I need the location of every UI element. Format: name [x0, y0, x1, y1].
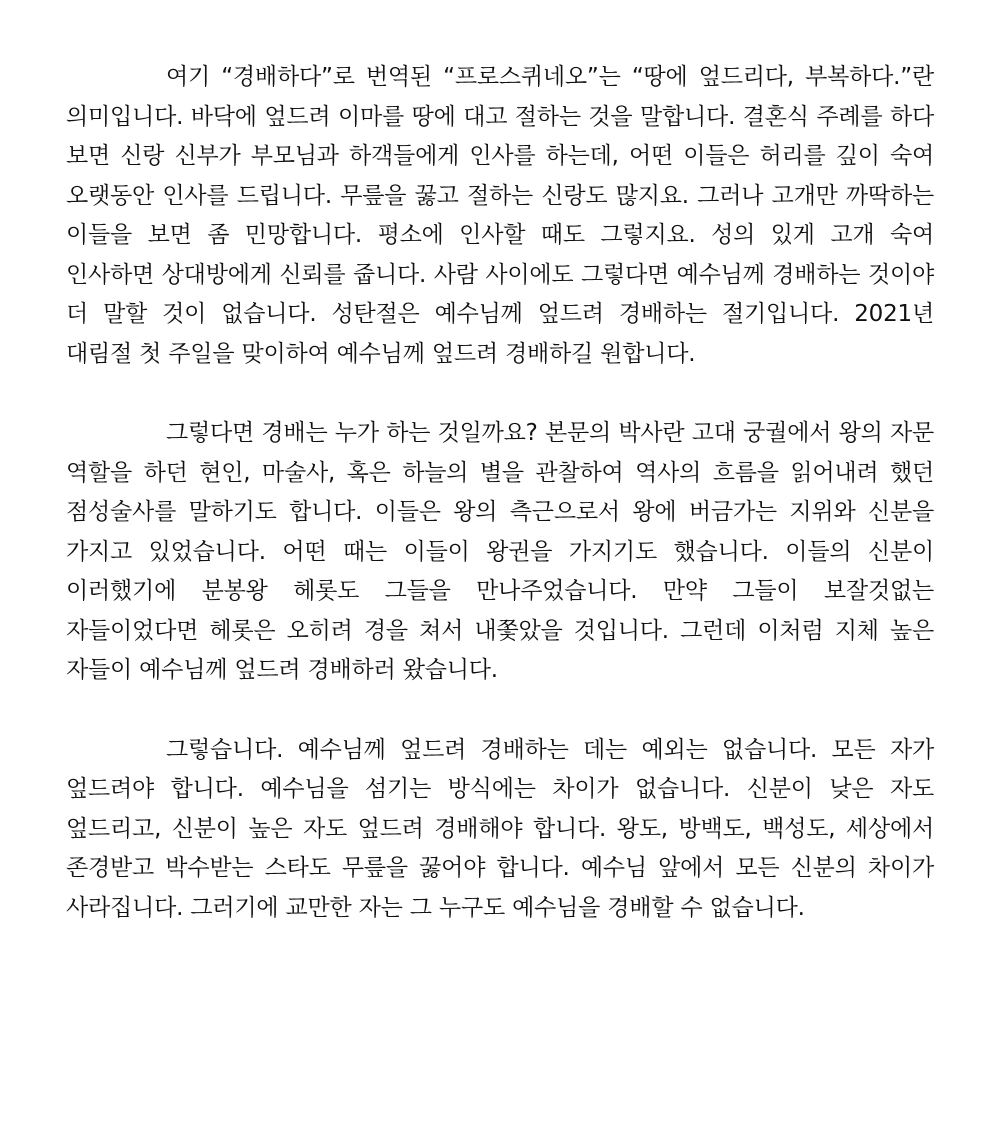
paragraph-3: 그렇습니다. 예수님께 엎드려 경배하는 데는 예외는 없습니다. 모든 자가 엎드려야 합니다. 예수님을 섬기는 방식에는 차이가 없습니다. 신분이 낮은 자도 엎드리고, 신분이 높은 자도 엎드려 경배해야 합니다. 왕도, 방백도, 백성도, 세상에서 존경받고 박수받는 스타도 무릎을 꿇어야 합니다. 예수님 앞에서 모든 신분의 차이가 사라집니다. 그러기에 교만한 자는 그 누구도 예수님을 경배할 수 없습니다. [66, 736, 934, 921]
paragraph-1: 여기 “경배하다”로 번역된 “프로스퀴네오”는 “땅에 엎드리다, 부복하다.”란 의미입니다. 바닥에 엎드려 이마를 땅에 대고 절하는 것을 말합니다. 결혼식 주례를 하다 보면 신랑 신부가 부모님과 하객들에게 인사를 하는데, 어떤 이들은 허리를 깊이 숙여 오랫동안 인사를 드립니다. 무릎을 꿇고 절하는 신랑도 많지요. 그러나 고개만 까딱하는 이들을 보면 좀 민망합니다. 평소에 인사할 때도 그렇지요. 성의 있게 고개 숙여 인사하면 상대방에게 신뢰를 줍니다. 사람 사이에도 그렇다면 예수님께 경배하는 것이야 더 말할 것이 없습니다. 성탄절은 예수님께 엎드려 경배하는 절기입니다. 2021년 대림절 첫 주일을 맞이하여 예수님께 엎드려 경배하길 원합니다. [66, 64, 934, 367]
paragraph-2: 그렇다면 경배는 누가 하는 것일까요? 본문의 박사란 고대 궁궐에서 왕의 자문 역할을 하던 현인, 마술사, 혹은 하늘의 별을 관찰하여 역사의 흐름을 읽어내려 했던 점성술사를 말하기도 합니다. 이들은 왕의 측근으로서 왕에 버금가는 지위와 신분을 가지고 있었습니다. 어떤 때는 이들이 왕권을 가지기도 했습니다. 이들의 신분이 이러했기에 분봉왕 헤롯도 그들을 만나주었습니다. 만약 그들이 보잘것없는 자들이었다면 헤롯은 오히려 경을 쳐서 내쫓았을 것입니다. 그런데 이처럼 지체 높은 자들이 예수님께 엎드려 경배하러 왔습니다. [66, 420, 934, 683]
